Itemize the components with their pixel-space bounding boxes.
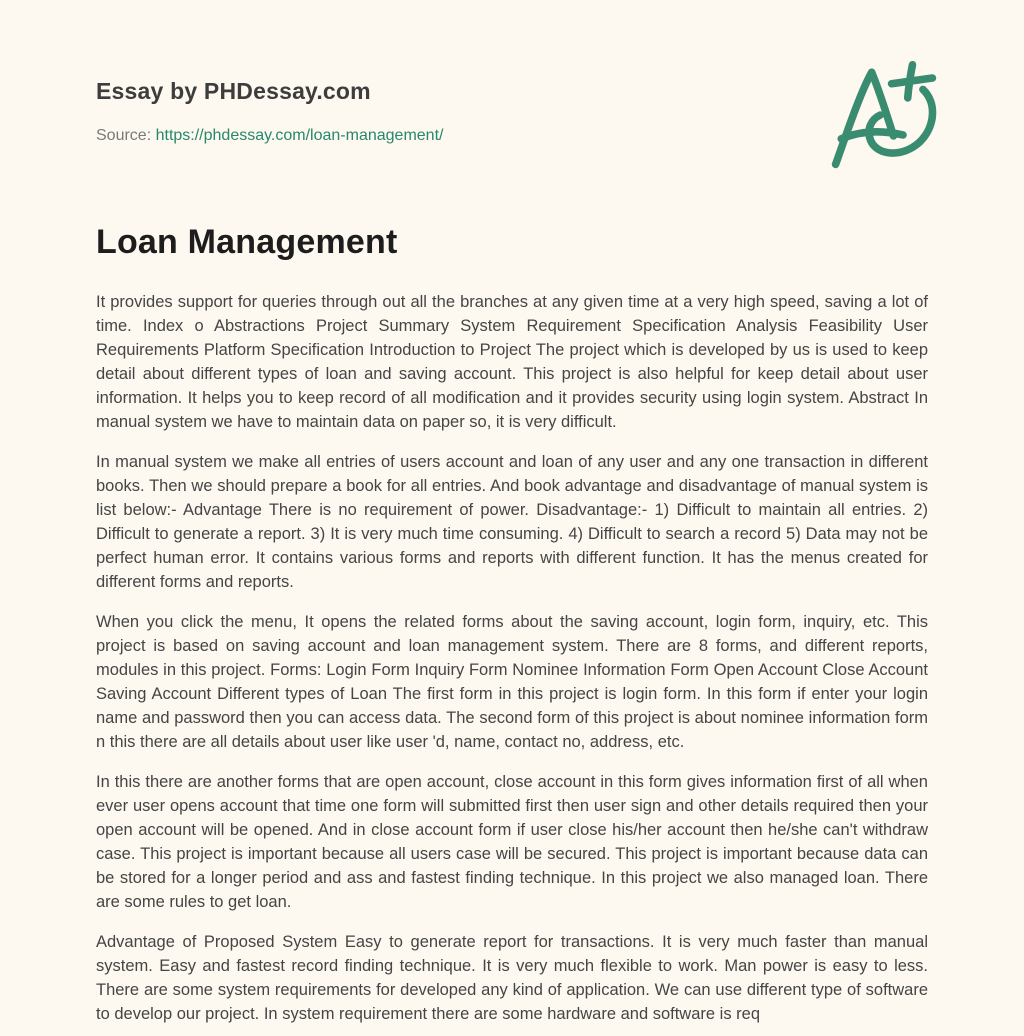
page-title: Loan Management [96, 223, 398, 261]
essay-body [96, 290, 928, 1026]
essay-paragraph: In manual system we make all entries of users account and loan of any user and any one transaction in different books. Then we should prepare a book for all entries. And book advantage and disadvantage of manual system is list below:- Advantage There is no requirement of power. Disadvantage:- 1) Difficult to maintain all entries. 2) Difficult to generate a report. 3) It is very much time consuming. 4) Difficult to search a record 5) Data may not be perfect human error. It contains various forms and reports with different function. It has the menus created for different forms and reports. [96, 453, 928, 591]
source-label: Source: [96, 127, 152, 144]
page-header [96, 78, 928, 145]
byline: Essay by PHDessay.com [96, 78, 371, 104]
essay-paragraph: It provides support for queries through out all the branches at any given time at a very high speed, saving a lot of time. Index o Abstractions Project Summary System Requirement Specification Analysis Feasibility User Requirements Platform Specification Introduction to Project The project which is developed by us is used to keep detail about different types of loan and saving account. This project is also helpful for keep detail about user information. It helps you to keep record of all modification and it provides security using login system. Abstract In manual system we have to maintain data on paper so, it is very difficult. [96, 293, 928, 431]
source-line [96, 127, 928, 145]
essay-paragraph: When you click the menu, It opens the related forms about the saving account, login form, inquiry, etc. This project is based on saving account and loan management system. There are 8 forms, and different reports, modules in this project. Forms: Login Form Inquiry Form Nominee Information Form Open Account Close Account Saving Account Different types of Loan The first form in this project is login form. In this form if enter your login name and password then you can access data. The second form of this project is about nominee information form n this there are all details about user like user 'd, name, contact no, address, etc. [96, 613, 928, 751]
source-link[interactable]: https://phdessay.com/loan-management/ [155, 127, 444, 144]
phdessay-aplus-logo-icon [822, 60, 946, 172]
essay-paragraph: In this there are another forms that are open account, close account in this form gives information first of all when ever user opens account that time one form will submitted first then user sign and other details required then your open account will be opened. And in close account form if user close his/her account then he/she can't withdraw case. This project is important because all users case will be secured. This project is important because data can be stored for a longer period and ass and fastest finding technique. In this project we also managed loan. There are some rules to get loan. [96, 773, 928, 911]
essay-paragraph: Advantage of Proposed System Easy to generate report for transactions. It is very much faster than manual system. Easy and fastest record finding technique. It is very much flexible to work. Man power is easy to less. There are some system requirements for developed any kind of application. We can use different type of software to develop our project. In system requirement there are some hardware and software is req [96, 933, 928, 1023]
